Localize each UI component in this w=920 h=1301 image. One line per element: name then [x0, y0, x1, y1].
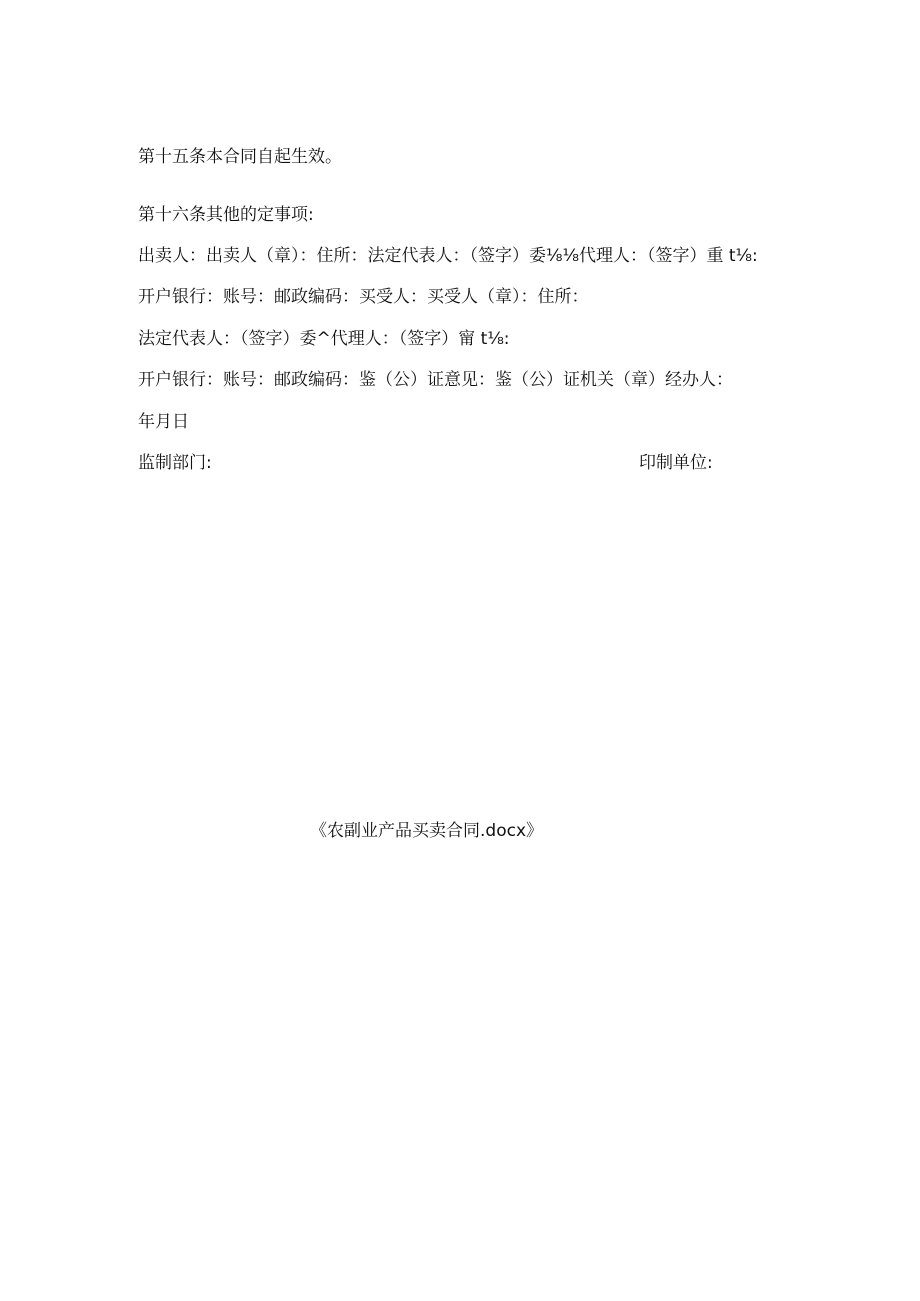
supervising-department-label: 监制部门: — [138, 453, 212, 473]
bank-buyer-line: 开户银行：账号：邮政编码：买受人：买受人（章）：住所： — [138, 287, 589, 307]
document-file-title: 《农副业产品买卖合同.docx》 — [310, 821, 544, 841]
printing-unit-label: 印制单位: — [639, 453, 713, 473]
date-line: 年月日 — [138, 412, 189, 432]
clause-15: 第十五条本合同自起生效。 — [138, 147, 342, 167]
seller-info-line: 出卖人：出卖人（章）：住所：法定代表人：（签字）委⅛⅛代理人：（签字）重 t⅛: — [138, 246, 758, 266]
clause-16: 第十六条其他的定事项: — [138, 205, 314, 225]
supervision-footer — [138, 452, 718, 474]
legal-rep-line: 法定代表人：（签字）委^代理人：（签字）甯 t⅛: — [138, 329, 510, 349]
notary-line: 开户银行：账号：邮政编码：鉴（公）证意见：鉴（公）证机关（章）经办人： — [138, 370, 733, 390]
